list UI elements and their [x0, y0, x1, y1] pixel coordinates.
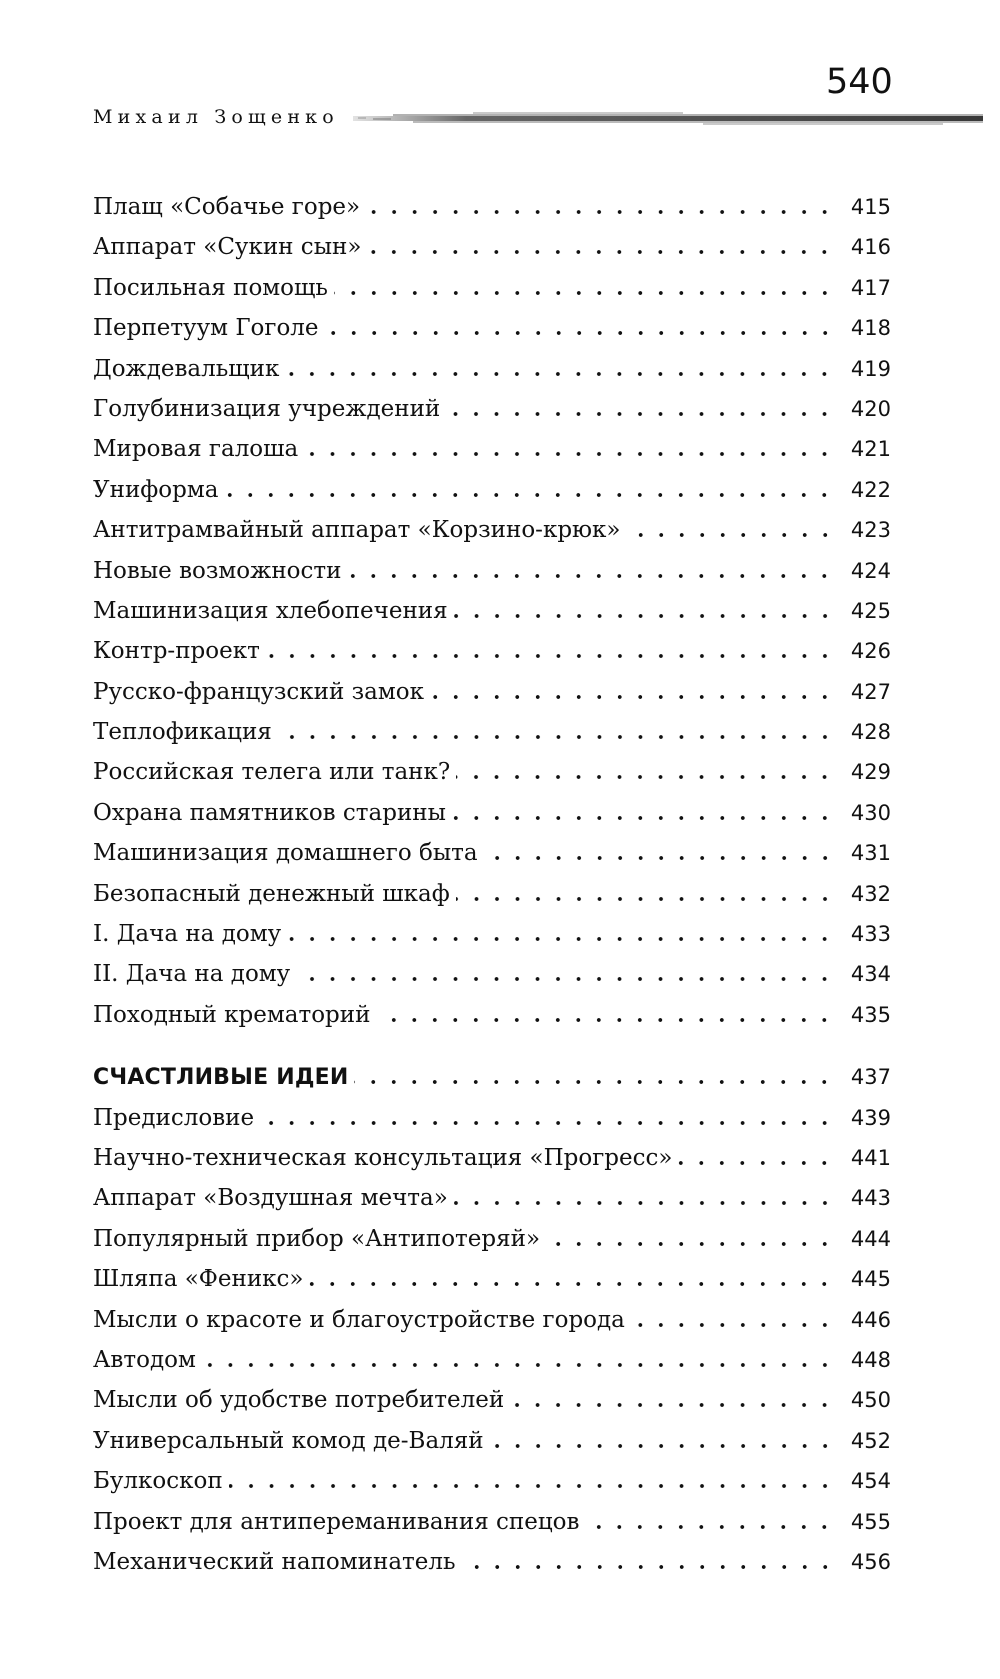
dot-leader [304, 452, 835, 456]
author-name: Михаил Зощенко [93, 106, 339, 128]
toc-entry-page: 441 [850, 1145, 891, 1170]
toc-entry [93, 1219, 891, 1259]
toc-entry [93, 1340, 891, 1380]
toc-entry-page: 420 [850, 396, 891, 421]
toc-entry [93, 954, 891, 994]
toc-entry-page: 433 [850, 922, 891, 947]
toc-entry-title: Антитрамвайный аппарат «Корзино-крюк» [93, 517, 621, 544]
dot-leader [334, 291, 835, 295]
toc-entry-title: Булкоскоп [93, 1468, 223, 1495]
toc-entry-page: 445 [850, 1267, 891, 1292]
toc-entry-page: 423 [850, 518, 891, 543]
toc-entry-page: 452 [850, 1428, 891, 1453]
toc-entry [93, 227, 891, 267]
toc-entry-title: Посильная помощь [93, 274, 328, 301]
toc-entry [93, 389, 891, 429]
toc-entry-page: 419 [850, 356, 891, 381]
toc-entry-title: Мировая галоша [93, 436, 299, 463]
dot-leader [484, 856, 835, 860]
toc-entry-page: 418 [850, 316, 891, 341]
dot-leader [631, 1323, 835, 1327]
toc-entry-page: 454 [850, 1469, 891, 1494]
dot-leader [446, 412, 835, 416]
dot-leader [546, 1242, 835, 1246]
toc-entry-title: Проект для антипереманивания спецов [93, 1508, 580, 1535]
toc-entry [93, 1421, 891, 1461]
toc-entry [93, 1259, 891, 1299]
toc-entry-page: 426 [850, 639, 891, 664]
toc-entry-page: 443 [850, 1186, 891, 1211]
toc-entry [93, 1380, 891, 1420]
dot-leader [376, 1018, 835, 1022]
toc-entry [93, 631, 891, 671]
toc-entry-title: Аппарат «Сукин сын» [93, 234, 362, 261]
toc-entry [93, 187, 891, 227]
toc-entry-title: Походный крематорий [93, 1001, 371, 1028]
toc-entry-title: Научно-техническая консультация «Прогресс» [93, 1144, 673, 1171]
dot-leader [309, 1282, 835, 1286]
toc-entry-title: Голубинизация учреждений [93, 395, 441, 422]
toc-entry-page: 448 [850, 1347, 891, 1372]
toc-entry-page: 450 [850, 1388, 891, 1413]
toc-entry [93, 833, 891, 873]
toc-entry-title: Перпетуум Гоголе [93, 315, 319, 342]
toc-entry-title: Мысли об удобстве потребителей [93, 1387, 505, 1414]
toc-entry-page: 427 [850, 679, 891, 704]
toc-entry-title: Плащ «Собачье горе» [93, 194, 361, 220]
toc-entry [93, 470, 891, 510]
toc-entry-title: Контр-проект [93, 638, 260, 665]
toc-entry-page: 424 [850, 558, 891, 583]
decorative-rule [353, 109, 983, 127]
toc-entry-page: 429 [850, 760, 891, 785]
toc-entry [93, 308, 891, 348]
toc-entry [93, 793, 891, 833]
toc-entry-title: Популярный прибор «Антипотеряй» [93, 1225, 541, 1252]
toc-entry-title: Универсальный комод де-Валяй [93, 1427, 484, 1454]
toc-entry-title: Аппарат «Воздушная мечта» [93, 1185, 448, 1212]
toc-section-title: СЧАСТЛИВЫЕ ИДЕИ [93, 1065, 349, 1091]
toc-entry [93, 1502, 891, 1542]
toc-entry-page: 428 [850, 720, 891, 745]
toc-entry-title: I. Дача на дому [93, 921, 282, 948]
dot-leader [454, 614, 835, 618]
toc-entry-title: Мысли о красоте и благоустройстве города [93, 1306, 625, 1333]
toc-entry-page: 425 [850, 598, 891, 623]
toc-entry-page: 446 [850, 1307, 891, 1332]
dot-leader [627, 533, 835, 537]
toc-entry-title: Предисловие [93, 1104, 255, 1131]
toc-entry-title: Российская телега или танк? [93, 759, 451, 786]
toc-entry [93, 591, 891, 631]
toc-entry-title: Механический напоминатель [93, 1548, 456, 1575]
dot-leader [325, 331, 835, 335]
toc-entry-title: Новые возможности [93, 557, 342, 584]
table-of-contents [93, 187, 891, 1582]
dot-leader [510, 1403, 835, 1407]
dot-leader [454, 1201, 835, 1205]
dot-leader [678, 1161, 835, 1165]
dot-leader [260, 1121, 835, 1125]
toc-entry-page: 455 [850, 1509, 891, 1534]
dot-leader [456, 897, 835, 901]
dot-leader [224, 493, 835, 497]
toc-entry-page: 430 [850, 800, 891, 825]
dot-leader [347, 574, 835, 578]
toc-entry-page: 444 [850, 1226, 891, 1251]
dot-leader [452, 816, 835, 820]
toc-entry [93, 1542, 891, 1582]
toc-entry [93, 1461, 891, 1501]
toc-entry [93, 268, 891, 308]
dot-leader [266, 654, 835, 658]
toc-entry-page: 416 [850, 235, 891, 260]
toc-entry-title: Охрана памятников старины [93, 799, 446, 826]
toc-entry [93, 551, 891, 591]
toc-entry-title: Машинизация хлебопечения [93, 597, 448, 624]
toc-entry [93, 672, 891, 712]
toc-entry-title: II. Дача на дому [93, 961, 291, 988]
toc-entry-page: 422 [850, 477, 891, 502]
toc-section-heading [93, 1057, 891, 1097]
toc-entry [93, 429, 891, 469]
dot-leader [462, 1565, 836, 1569]
dot-leader [285, 372, 835, 376]
toc-entry-title: Дождевальщик [93, 355, 280, 382]
toc-entry-page: 421 [850, 437, 891, 462]
dot-leader [278, 735, 835, 739]
toc-entry [93, 1098, 891, 1138]
dot-leader [490, 1444, 835, 1448]
dot-leader [366, 210, 835, 214]
toc-entry [93, 349, 891, 389]
toc-entry-title: Теплофикация [93, 719, 272, 746]
toc-entry-title: Шляпа «Феникс» [93, 1266, 304, 1293]
toc-entry-title: Автодом [93, 1346, 196, 1373]
toc-entry-page: 439 [850, 1105, 891, 1130]
toc-entry-page: 434 [850, 962, 891, 987]
toc-entry-page: 432 [850, 881, 891, 906]
toc-entry-title: Русско-французский замок [93, 678, 424, 705]
toc-entry [93, 752, 891, 792]
dot-leader [430, 695, 835, 699]
toc-entry-page: 435 [850, 1002, 891, 1027]
running-head [93, 104, 883, 134]
toc-entry-page: 431 [850, 841, 891, 866]
toc-section-page: 437 [850, 1065, 891, 1090]
toc-entry [93, 712, 891, 752]
toc-entry [93, 874, 891, 914]
toc-entry-page: 456 [850, 1549, 891, 1574]
toc-entry [93, 914, 891, 954]
dot-leader [367, 250, 835, 254]
dot-leader [354, 1080, 835, 1084]
dot-leader [456, 775, 835, 779]
dot-leader [585, 1525, 835, 1529]
dot-leader [202, 1363, 835, 1367]
toc-entry-page: 415 [850, 195, 891, 219]
toc-entry [93, 1300, 891, 1340]
toc-entry-title: Униформа [93, 476, 219, 503]
page-number: 540 [826, 62, 893, 102]
toc-entry [93, 995, 891, 1035]
dot-leader [287, 937, 835, 941]
toc-entry-page: 417 [850, 275, 891, 300]
toc-entry-title: Безопасный денежный шкаф [93, 880, 450, 907]
toc-entry [93, 510, 891, 550]
toc-entry [93, 1138, 891, 1178]
dot-leader [229, 1484, 835, 1488]
toc-entry [93, 1178, 891, 1218]
toc-entry-title: Машинизация домашнего быта [93, 840, 478, 867]
dot-leader [296, 977, 835, 981]
